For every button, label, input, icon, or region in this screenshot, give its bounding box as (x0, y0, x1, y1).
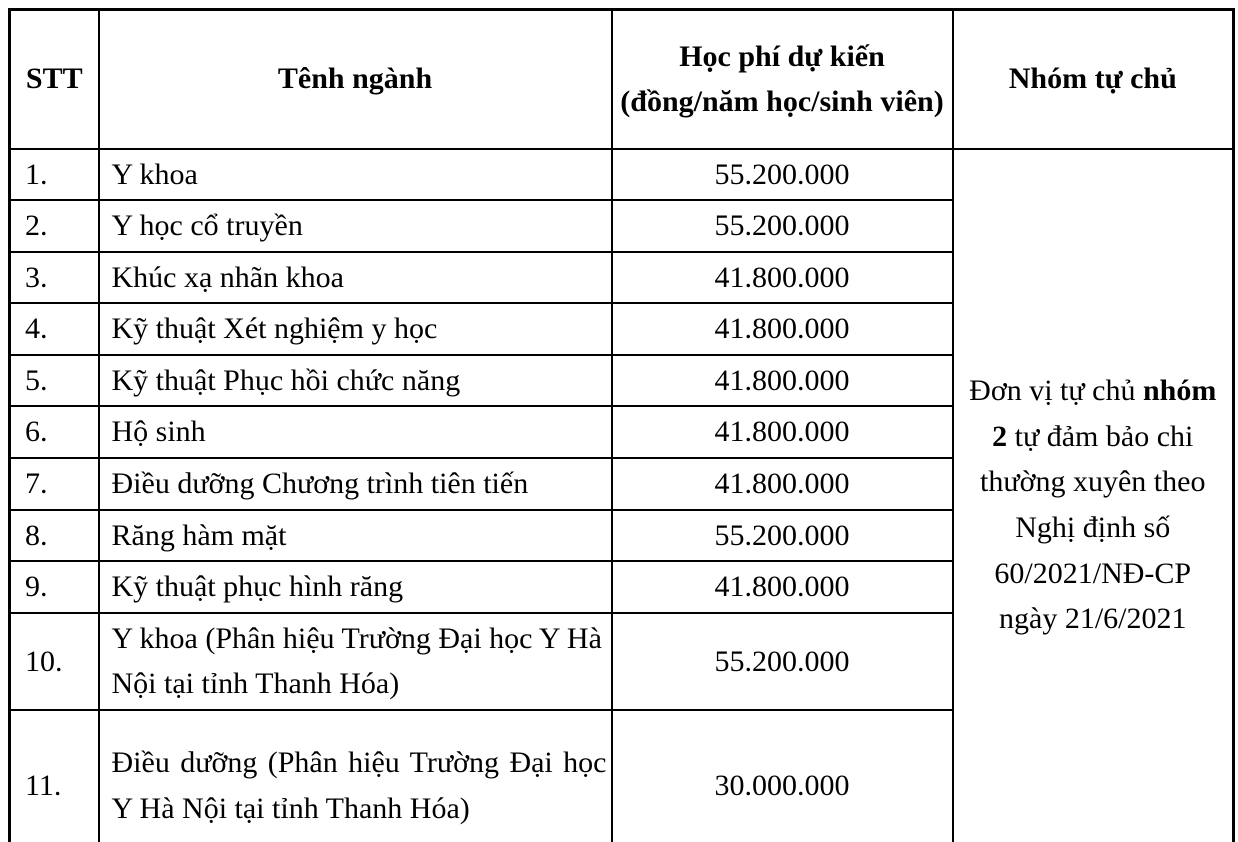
program-cell: Kỹ thuật phục hình răng (99, 561, 612, 613)
program-cell: Kỹ thuật Phục hồi chức năng (99, 355, 612, 407)
program-cell: Răng hàm mặt (99, 510, 612, 562)
header-row (10, 10, 1234, 149)
column-header-hoc-phi: Học phí dự kiến (đồng/năm học/sinh viên) (612, 10, 953, 149)
fee-cell: 41.800.000 (612, 303, 953, 355)
stt-cell: 8. (10, 510, 99, 562)
fee-cell: 30.000.000 (612, 710, 953, 842)
program-cell: Khúc xạ nhãn khoa (99, 252, 612, 304)
fee-cell: 41.800.000 (612, 561, 953, 613)
autonomy-note-cell (953, 149, 1234, 842)
stt-cell: 10. (10, 613, 99, 710)
autonomy-note-text-end: tự đảm bảo chi thường xuyên theo Nghị định số 60/2021/NĐ-CP ngày 21/6/2021 (980, 419, 1206, 636)
program-cell: Y khoa (Phân hiệu Trường Đại học Y Hà Nội tại tỉnh Thanh Hóa) (99, 613, 612, 710)
fee-cell: 41.800.000 (612, 355, 953, 407)
program-cell: Điều dưỡng Chương trình tiên tiến (99, 458, 612, 510)
fee-cell: 55.200.000 (612, 510, 953, 562)
stt-cell: 9. (10, 561, 99, 613)
stt-cell: 5. (10, 355, 99, 407)
column-header-ten-nganh: Tênh ngành (99, 10, 612, 149)
column-header-nhom-tu-chu: Nhóm tự chủ (953, 10, 1234, 149)
stt-cell: 11. (10, 710, 99, 842)
stt-cell: 7. (10, 458, 99, 510)
stt-cell: 4. (10, 303, 99, 355)
fee-cell: 41.800.000 (612, 252, 953, 304)
fee-cell: 41.800.000 (612, 458, 953, 510)
fee-cell: 55.200.000 (612, 200, 953, 252)
stt-cell: 2. (10, 200, 99, 252)
autonomy-note-bold-group: nhóm 2 (992, 374, 1217, 453)
table-row (10, 149, 1234, 201)
autonomy-note-text-start: Đơn vị tự chủ (969, 374, 1143, 408)
program-cell: Hộ sinh (99, 406, 612, 458)
tuition-fee-table (8, 8, 1235, 842)
program-cell: Y khoa (99, 149, 612, 201)
fee-cell: 41.800.000 (612, 406, 953, 458)
stt-cell: 6. (10, 406, 99, 458)
fee-cell: 55.200.000 (612, 613, 953, 710)
stt-cell: 3. (10, 252, 99, 304)
fee-cell: 55.200.000 (612, 149, 953, 201)
program-cell: Y học cổ truyền (99, 200, 612, 252)
program-cell: Kỹ thuật Xét nghiệm y học (99, 303, 612, 355)
column-header-stt: STT (10, 10, 99, 149)
program-cell: Điều dưỡng (Phân hiệu Trường Đại học Y Hà Nội tại tỉnh Thanh Hóa) (99, 710, 612, 842)
stt-cell: 1. (10, 149, 99, 201)
